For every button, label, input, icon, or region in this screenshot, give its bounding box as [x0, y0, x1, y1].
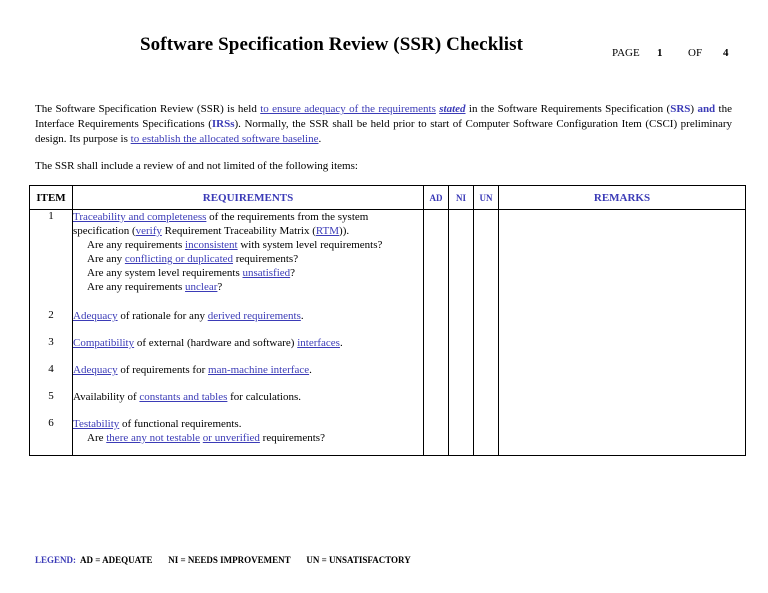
and-term: and	[697, 103, 716, 115]
un-cell[interactable]	[474, 390, 499, 417]
legend-label: LEGEND:	[35, 555, 77, 565]
un-cell[interactable]	[474, 309, 499, 336]
requirement-cell: Availability of constants and tables for calculations.	[73, 390, 424, 417]
requirement-cell: Compatibility of external (hardware and software) interfaces.	[73, 336, 424, 363]
verify-link[interactable]: verify	[135, 225, 162, 237]
un-cell[interactable]	[474, 210, 499, 310]
remarks-cell[interactable]	[499, 417, 746, 456]
intro-text: )	[690, 103, 698, 115]
table-row	[30, 309, 746, 336]
unclear-link[interactable]: unclear	[185, 281, 218, 293]
ad-cell[interactable]	[424, 309, 449, 336]
ni-cell[interactable]	[449, 417, 474, 456]
un-cell[interactable]	[474, 363, 499, 390]
adequacy-link[interactable]: Adequacy	[73, 364, 118, 376]
item-number: 1	[30, 210, 73, 310]
ni-cell[interactable]	[449, 363, 474, 390]
lead-text: The SSR shall include a review of and not limited of the following items:	[35, 160, 358, 172]
inconsistent-link[interactable]: inconsistent	[185, 239, 238, 251]
ni-cell[interactable]	[449, 390, 474, 417]
ad-cell[interactable]	[424, 336, 449, 363]
requirement-cell: Traceability and completeness of the requirements from the system specification (verify Requirement Traceability Matrix (RTM)). Are any requirements inconsistent with system level requirements? Are any conflicting or duplicated requirements? Are any system level requirements unsatisfied? Are any requirements unclear?	[73, 210, 424, 310]
item-number: 3	[30, 336, 73, 363]
page-title: Software Specification Review (SSR) Checklist	[140, 34, 524, 55]
ni-cell[interactable]	[449, 336, 474, 363]
requirements-header: REQUIREMENTS	[73, 186, 424, 210]
remarks-cell[interactable]	[499, 336, 746, 363]
intro-paragraph	[35, 102, 732, 147]
constants-tables-link[interactable]: constants and tables	[139, 391, 228, 403]
legend	[35, 555, 411, 565]
not-testable-link[interactable]: there any not testable	[106, 432, 201, 444]
ni-header: NI	[449, 186, 474, 210]
item-number: 2	[30, 309, 73, 336]
ni-cell[interactable]	[449, 309, 474, 336]
adequacy-link[interactable]: to ensure adequacy of the requirements	[260, 103, 436, 115]
item-number: 4	[30, 363, 73, 390]
baseline-link[interactable]: to establish the allocated software baseline	[130, 133, 319, 145]
item-number: 6	[30, 417, 73, 456]
remarks-cell[interactable]	[499, 210, 746, 310]
ad-cell[interactable]	[424, 390, 449, 417]
rtm-link[interactable]: RTM	[315, 225, 340, 237]
legend-ni: NI = NEEDS IMPROVEMENT	[168, 555, 291, 565]
derived-requirements-link[interactable]: derived requirements	[207, 310, 301, 322]
requirement-cell: Adequacy of rationale for any derived requirements.	[73, 309, 424, 336]
remarks-header: REMARKS	[499, 186, 746, 210]
ad-cell[interactable]	[424, 417, 449, 456]
page-total: 4	[723, 47, 729, 59]
ad-header: AD	[424, 186, 449, 210]
page-label: PAGE	[612, 47, 640, 59]
table-row	[30, 363, 746, 390]
traceability-link[interactable]: Traceability and completeness	[73, 211, 207, 223]
unsatisfied-link[interactable]: unsatisfied	[242, 267, 291, 279]
intro-text: The Software Specification Review (SSR) is held	[35, 103, 261, 115]
intro-text: the Interface Requirements Specifications (	[35, 103, 732, 130]
header-row	[30, 186, 746, 210]
ni-cell[interactable]	[449, 210, 474, 310]
intro-text: ). Normally, the SSR shall be held prior to start of Computer Software Configuration Item (CSCI) preliminary design. Its purpose is	[35, 118, 732, 145]
adequacy-link[interactable]: Adequacy	[73, 310, 118, 322]
compatibility-link[interactable]: Compatibility	[73, 337, 135, 349]
table-row	[30, 336, 746, 363]
un-cell[interactable]	[474, 417, 499, 456]
table-row	[30, 390, 746, 417]
item-header: ITEM	[30, 186, 73, 210]
table-row	[30, 417, 746, 456]
intro-text: .	[318, 133, 322, 145]
page-number: 1	[657, 47, 663, 59]
un-header: UN	[474, 186, 499, 210]
interfaces-link[interactable]: interfaces	[297, 337, 340, 349]
remarks-cell[interactable]	[499, 390, 746, 417]
requirement-cell: Testability of functional requirements. Are there any not testable or unverified requirements?	[73, 417, 424, 456]
legend-un: UN = UNSATISFACTORY	[306, 555, 411, 565]
checklist-table	[29, 185, 746, 456]
legend-ad: AD = ADEQUATE	[80, 555, 153, 565]
stated-link[interactable]: stated	[439, 103, 466, 115]
remarks-cell[interactable]	[499, 363, 746, 390]
of-label: OF	[688, 47, 703, 59]
table-row	[30, 210, 746, 310]
ad-cell[interactable]	[424, 363, 449, 390]
conflicting-link[interactable]: conflicting or duplicated	[124, 253, 234, 265]
srs-term: SRS	[670, 103, 691, 115]
testability-link[interactable]: Testability	[73, 418, 120, 430]
unverified-link[interactable]: or unverified	[202, 432, 260, 444]
remarks-cell[interactable]	[499, 309, 746, 336]
intro-text: in the Software Requirements Specification (	[465, 103, 671, 115]
irss-term: IRSs	[211, 118, 235, 130]
requirement-cell: Adequacy of requirements for man-machine interface.	[73, 363, 424, 390]
item-number: 5	[30, 390, 73, 417]
un-cell[interactable]	[474, 336, 499, 363]
ad-cell[interactable]	[424, 210, 449, 310]
man-machine-interface-link[interactable]: man-machine interface	[208, 364, 310, 376]
